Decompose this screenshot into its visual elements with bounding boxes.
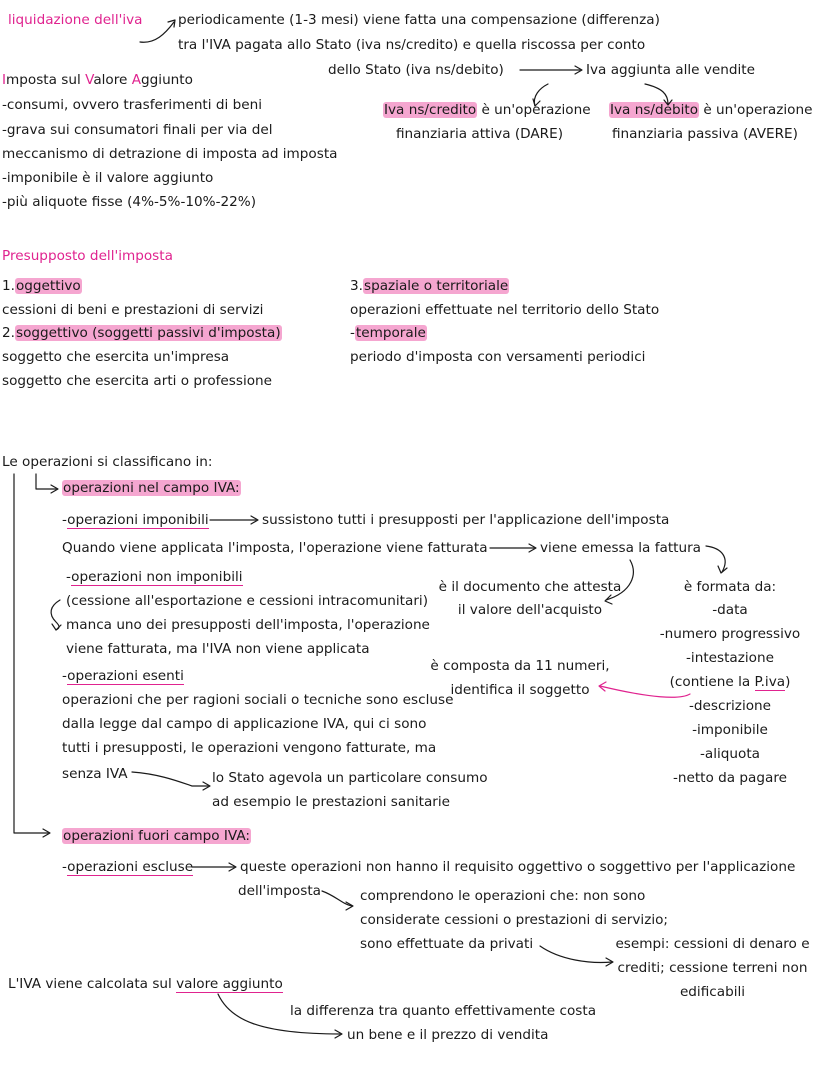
definizione-line: meccanismo di detrazione di imposta ad imposta	[2, 146, 338, 162]
temporale-desc: periodo d'imposta con versamenti periodici	[350, 349, 646, 365]
formata-item-piva	[645, 672, 815, 692]
soggettivo-desc-2: soggetto che esercita arti o professione	[2, 373, 273, 389]
title-initial-v: V	[85, 72, 94, 88]
number: 2.	[2, 325, 15, 341]
arrowhead	[346, 902, 353, 910]
campo-iva-heading	[62, 478, 241, 498]
esenti-label: -operazioni esenti	[62, 668, 184, 684]
oggettivo-highlight: oggettivo	[15, 278, 81, 294]
valore-aggiunto-underlined: valore aggiunto	[176, 976, 283, 992]
formata-item: -aliquota	[699, 746, 760, 762]
esempi-line-3: edificabili	[679, 984, 746, 1000]
presupposto-title: Presupposto dell'imposta	[2, 248, 173, 264]
classificazione-intro: Le operazioni si classificano in:	[2, 454, 213, 470]
non-imponibili-line: viene fatturata, ma l'IVA non viene applicata	[66, 641, 370, 657]
definizione-line: -imponibile è il valore aggiunto	[2, 170, 214, 186]
arrow	[140, 22, 174, 42]
arrowhead	[718, 566, 727, 573]
documento-line-2: il valore dell'acquisto	[457, 602, 603, 618]
arrowhead	[51, 485, 58, 493]
arrowhead	[575, 66, 582, 74]
arrowhead	[203, 782, 210, 790]
definizione-line: -consumi, ovvero trasferimenti di beni	[2, 97, 262, 113]
comprendono-line-3: sono effettuate da privati	[360, 936, 534, 952]
number: 1.	[2, 278, 15, 294]
soggettivo-desc-1: soggetto che esercita un'impresa	[2, 349, 230, 365]
imponibili-label: -operazioni imponibili	[62, 512, 209, 528]
presupposto-spaziale	[350, 276, 509, 296]
formata-item: -imponibile	[692, 722, 768, 738]
fuori-campo-highlight: operazioni fuori campo IVA:	[63, 828, 250, 844]
title-initial-a: A	[131, 72, 142, 88]
fuori-campo-heading	[62, 826, 251, 846]
iva-debito-line-2: finanziaria passiva (AVERE)	[612, 126, 798, 142]
piva-note-line-2: identifica il soggetto	[450, 682, 590, 698]
title-initial-i: I	[2, 72, 7, 88]
number: 3.	[350, 278, 363, 294]
iva-aggiunta-vendite: Iva aggiunta alle vendite	[586, 62, 755, 78]
piva-underlined: P.iva	[754, 674, 786, 690]
iva-debito-highlight: Iva ns/debito	[610, 102, 699, 118]
valore-aggiunto-line	[8, 974, 283, 994]
formata-title: è formata da:	[683, 579, 777, 595]
arrowhead	[43, 829, 50, 837]
arrowhead	[335, 1030, 342, 1038]
valore-def-1: la differenza tra quanto effettivamente costa	[290, 1003, 597, 1019]
title-part: mposta sul	[6, 72, 86, 88]
escluse-label: -operazioni escluse	[62, 859, 194, 875]
arrow	[132, 772, 208, 786]
tree-line	[14, 474, 48, 833]
comprendono-line-1: comprendono le operazioni che: non sono	[360, 888, 646, 904]
spaziale-desc: operazioni effettuate nel territorio dello Stato	[350, 302, 660, 318]
spaziale-highlight: spaziale o territoriale	[363, 278, 509, 294]
oggettivo-desc: cessioni di beni e prestazioni di servizi	[2, 302, 264, 318]
liquidazione-title: liquidazione dell'iva	[8, 12, 143, 28]
temporale-highlight: temporale	[355, 325, 426, 341]
esenti-underlined: operazioni esenti	[67, 668, 184, 684]
liquidazione-line-1: periodicamente (1-3 mesi) viene fatta una compensazione (differenza)	[178, 12, 660, 28]
comprendono-line-2: considerate cessioni o prestazioni di servizio;	[360, 912, 668, 928]
fattura-emessa: viene emessa la fattura	[540, 540, 702, 556]
piva-note-line-1: è composta da 11 numeri,	[430, 658, 610, 674]
non-imponibili-underlined: operazioni non imponibili	[71, 569, 243, 585]
arrow	[706, 546, 725, 572]
iva-debito-rest: è un'operazione	[699, 102, 813, 118]
non-imponibili-label: -operazioni non imponibili	[66, 569, 243, 585]
agevola-line-1: lo Stato agevola un particolare consumo	[212, 770, 488, 786]
liquidazione-line-3: dello Stato (iva ns/debito)	[328, 62, 504, 78]
definizione-line: -più aliquote fisse (4%-5%-10%-22%)	[2, 194, 257, 210]
valore-def-2: un bene e il prezzo di vendita	[347, 1027, 549, 1043]
formata-item: -intestazione	[686, 650, 774, 666]
esenti-line: tutti i presupposti, le operazioni vengono fatturate, ma	[62, 740, 437, 756]
escluse-desc-2: dell'imposta	[238, 883, 321, 899]
iva-credito-note	[383, 100, 591, 120]
presupposto-oggettivo	[2, 276, 82, 296]
escluse-desc-1: queste operazioni non hanno il requisito oggettivo o soggettivo per l'applicazione	[240, 859, 796, 875]
tree-line	[36, 474, 56, 489]
iva-credito-highlight: Iva ns/credito	[384, 102, 477, 118]
definizione-title	[2, 70, 193, 90]
formata-item: -netto da pagare	[672, 770, 788, 786]
iva-credito-rest: è un'operazione	[477, 102, 591, 118]
esenti-line: dalla legge dal campo di applicazione IVA, qui ci sono	[62, 716, 427, 732]
definizione-line: -grava sui consumatori finali per via del	[2, 122, 273, 138]
non-imponibili-line: (cessione all'esportazione e cessioni intracomunitari)	[66, 593, 428, 609]
agevola-line-2: ad esempio le prestazioni sanitarie	[212, 794, 450, 810]
arrowhead	[251, 516, 258, 524]
imponibili-underlined: operazioni imponibili	[67, 512, 209, 528]
fatturata-line: Quando viene applicata l'imposta, l'operazione viene fatturata	[62, 540, 488, 556]
campo-iva-highlight: operazioni nel campo IVA:	[63, 480, 240, 496]
arrow	[540, 946, 612, 962]
esenti-line: operazioni che per ragioni sociali o tecniche sono escluse	[62, 692, 454, 708]
title-part: alore	[93, 72, 132, 88]
presupposto-soggettivo	[2, 323, 282, 343]
formata-item: -numero progressivo	[659, 626, 801, 642]
arrowhead	[229, 863, 236, 871]
arrowhead	[529, 544, 536, 552]
esempi-line-1: esempi: cessioni di denaro e	[615, 936, 810, 952]
brace	[51, 600, 60, 630]
liquidazione-line-2: tra l'IVA pagata allo Stato (iva ns/credito) e quella riscossa per conto	[178, 37, 646, 53]
presupposto-temporale	[350, 323, 427, 343]
dash: -	[350, 325, 355, 341]
formata-item: (contiene la	[669, 674, 755, 690]
formata-item: -data	[712, 602, 748, 618]
arrowhead	[168, 20, 175, 27]
formata-item: -descrizione	[688, 698, 772, 714]
title-part: ggiunto	[141, 72, 193, 88]
esempi-line-2: crediti; cessione terreni non	[617, 960, 808, 976]
iva-credito-line-2: finanziaria attiva (DARE)	[396, 126, 564, 142]
iva-debito-note	[609, 100, 812, 120]
paren: )	[785, 674, 791, 690]
arrowhead	[52, 624, 61, 630]
imponibili-desc: sussistono tutti i presupposti per l'applicazione dell'imposta	[262, 512, 670, 528]
valore-prefix: L'IVA viene calcolata sul	[8, 976, 177, 992]
soggettivo-highlight: soggettivo (soggetti passivi d'imposta)	[15, 325, 281, 341]
esenti-line: senza IVA	[62, 766, 128, 782]
non-imponibili-line: manca uno dei presupposti dell'imposta, l'operazione	[66, 617, 430, 633]
documento-line-1: è il documento che attesta	[438, 579, 622, 595]
escluse-underlined: operazioni escluse	[67, 859, 194, 875]
arrow	[322, 891, 352, 906]
